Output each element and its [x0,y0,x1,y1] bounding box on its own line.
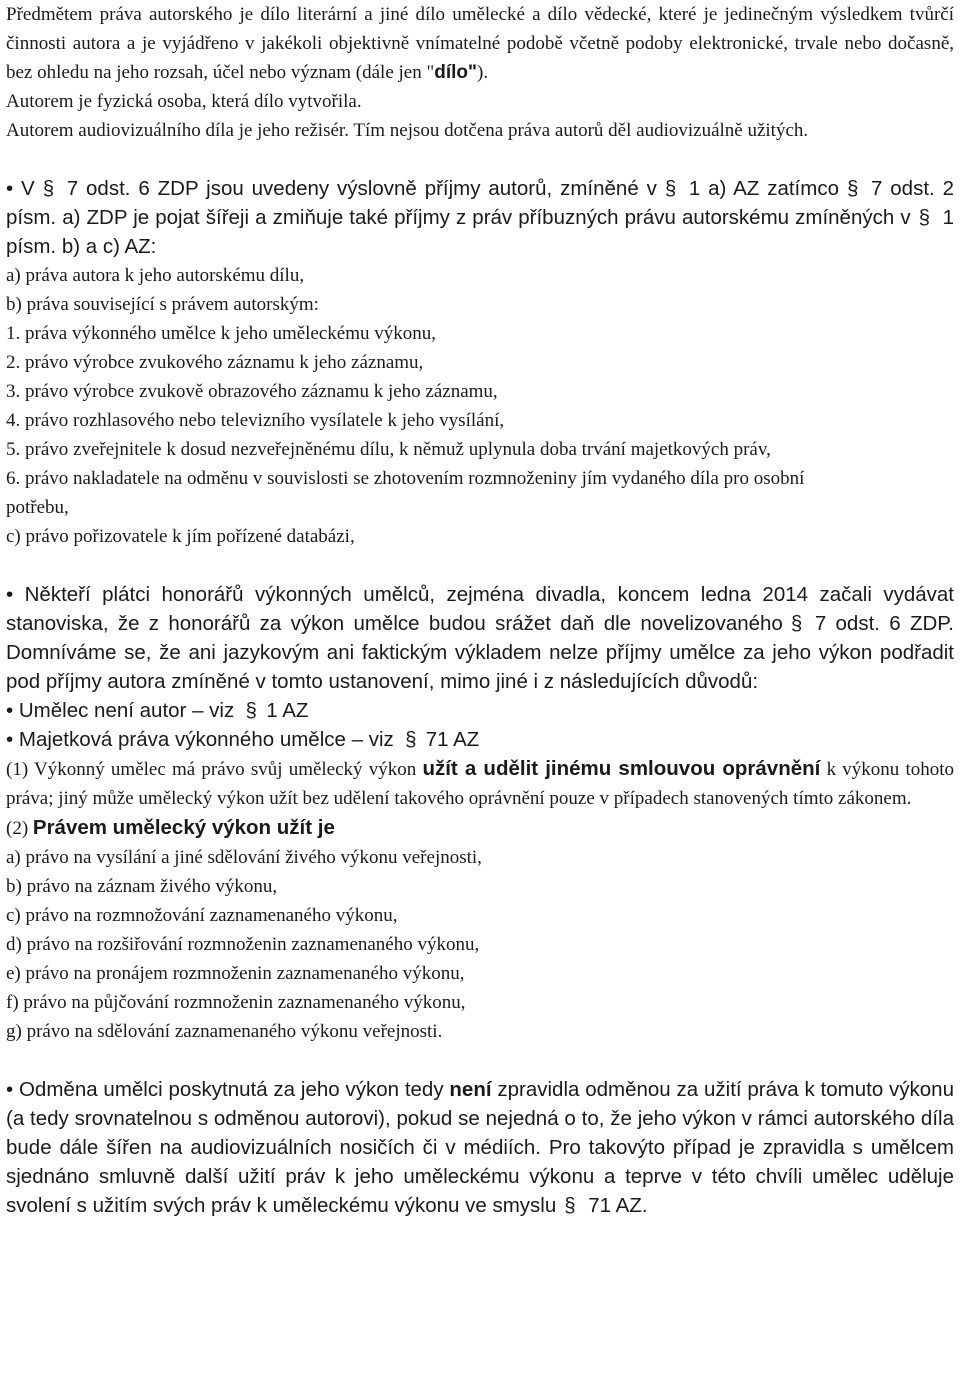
lead-text: 1 a) AZ zatímco [688,177,839,200]
spacer [6,1046,954,1075]
bullet-property-rights [6,725,954,754]
list-item: 6. právo nakladatele na odměnu v souvislosti se zhotovením rozmnoženiny jím vydaného díla pro osobní potřebu, [6,468,805,518]
lead-text: 7 odst. 6 ZDP jsou uvedeny výslovně příjmy autorů, zmíněné v [66,177,657,200]
section3-paragraph [6,1075,954,1220]
lead-text: 7 odst. 6 ZDP. Domníváme se, že ani jazykovým ani faktickým výkladem nelze příjmy umělce za jeho výkon podřadit pod příjmy autora zmíněné v tomto ustanovení, mimo jiné i z následujících důvodů: [6,612,954,693]
list-item: a) práva autora k jeho autorskému dílu, [6,265,305,286]
spacer [6,145,954,174]
bullet-text: 1 AZ [266,699,309,722]
intro-text-end: ). [477,62,489,83]
list-item: 1. práva výkonného umělce k jeho uměleckému výkonu, [6,323,437,344]
emphasis-text: není [449,1078,492,1101]
law-bold-text: užít a udělit jinému smlouvou oprávnění [422,757,821,780]
list-item: g) právo na sdělování zaznamenaného výkonu veřejnosti. [6,1021,443,1042]
list-item: b) práva související s právem autorským: [6,294,319,315]
intro-text: Předmětem práva autorského je dílo literární a jiné dílo umělecké a dílo vědecké, které je jedinečným výsledkem tvůrčí činnosti autora a je vyjádřeno v jakékoli objektivně vnímatelné podobě včetně podoby elektronické, trvale nebo dočasně, bez ohledu na jeho rozsah, účel nebo význam (dále jen " [6,4,954,83]
section2-lead [6,580,954,696]
section1-lead [6,174,954,261]
list-item: c) právo na rozmnožování zaznamenaného výkonu, [6,905,398,926]
bullet-text: 71 AZ [425,728,480,751]
section-sign: § [245,699,257,722]
list-item: d) právo na rozšiřování rozmnoženin zaznamenaného výkonu, [6,934,480,955]
lead-text: • V [6,177,35,200]
section-performers [6,580,954,1046]
section-remuneration [6,1075,954,1220]
intro-paragraph-author: Autorem je fyzická osoba, která dílo vytvořila. [6,91,362,112]
body-text: zpravidla odměnou za užití práva k tomuto výkonu (a tedy srovnatelnou s odměnou autorovi), pokud se nejedná o to, že jeho výkon v rámci autorského díla bude dále šířen na audiovizuálních nosičích či v médiích. Pro takovýto případ je zpravidla s umělcem sjednáno smluvně další užití práv k jeho uměleckému výkonu a teprve v této chvíli umělec uděluje svolení s užitím svých práv k uměleckému výkonu ve smyslu [6,1078,954,1217]
lead-text: • Někteří plátci honorářů výkonných umělců, zejména divadla, koncem ledna 2014 začali vydávat stanoviska, že z honorářů za výkon umělce budou srážet daň dle novelizovaného [6,583,954,635]
list-item: a) právo na vysílání a jiné sdělování živého výkonu veřejnosti, [6,847,482,868]
section-zdp-income [6,174,954,551]
law-text: (1) Výkonný umělec má právo svůj umělecký výkon [6,759,417,780]
body-text: 71 AZ. [588,1194,648,1217]
intro-paragraph-director: Autorem audiovizuálního díla je jeho režisér. Tím nejsou dotčena práva autorů děl audiovizuálně užitých. [6,120,809,141]
list-item: e) právo na pronájem rozmnoženin zaznamenaného výkonu, [6,963,465,984]
list-item: 4. právo rozhlasového nebo televizního vysílatele k jeho vysílání, [6,410,505,431]
list-item: 2. právo výrobce zvukového záznamu k jeho záznamu, [6,352,424,373]
performer-rights-list [6,843,954,1046]
section-sign: § [790,612,803,635]
law-text: k výkonu tohoto práva; jiný může umělecký výkon užít bez udělení takového oprávnění pouze v případech stanovených tímto zákonem. [6,759,955,809]
section-sign: § [918,206,930,229]
section-sign: § [664,177,677,200]
spacer [6,551,954,580]
law-paragraph-2 [6,813,954,843]
rights-list [6,261,954,551]
lead-text: 1 písm. b) a c) AZ: [6,206,954,258]
law-bold-text: Právem umělecký výkon užít je [32,816,335,839]
list-item: c) právo pořizovatele k jím pořízené databázi, [6,526,355,547]
intro-section [6,0,954,145]
lead-text: 7 odst. 2 písm. a) ZDP je pojat šířeji a zmiňuje také příjmy z práv příbuzných právu autorskému zmíněných v [6,177,954,229]
body-text: • Odměna umělci poskytnutá za jeho výkon tedy [6,1078,444,1101]
list-item: f) právo na půjčování rozmnoženin zaznamenaného výkonu, [6,992,466,1013]
list-item: 5. právo zveřejnitele k dosud nezveřejněnému dílu, k němuž uplynula doba trvání majetkových práv, [6,439,771,460]
bullet-text: • Umělec není autor – viz [6,699,235,722]
bullet-text: • Majetková práva výkonného umělce – viz [6,728,394,751]
section-sign: § [564,1194,576,1217]
section-sign: § [405,728,417,751]
law-text: (2) [6,818,29,839]
bullet-not-author [6,696,954,725]
section-sign: § [846,177,859,200]
list-item: 3. právo výrobce zvukově obrazového záznamu k jeho záznamu, [6,381,498,402]
dilo-term: dílo" [434,62,478,83]
list-item: b) právo na záznam živého výkonu, [6,876,278,897]
law-paragraph-1 [6,754,954,813]
intro-paragraph-subject [6,0,954,87]
section-sign: § [42,177,55,200]
